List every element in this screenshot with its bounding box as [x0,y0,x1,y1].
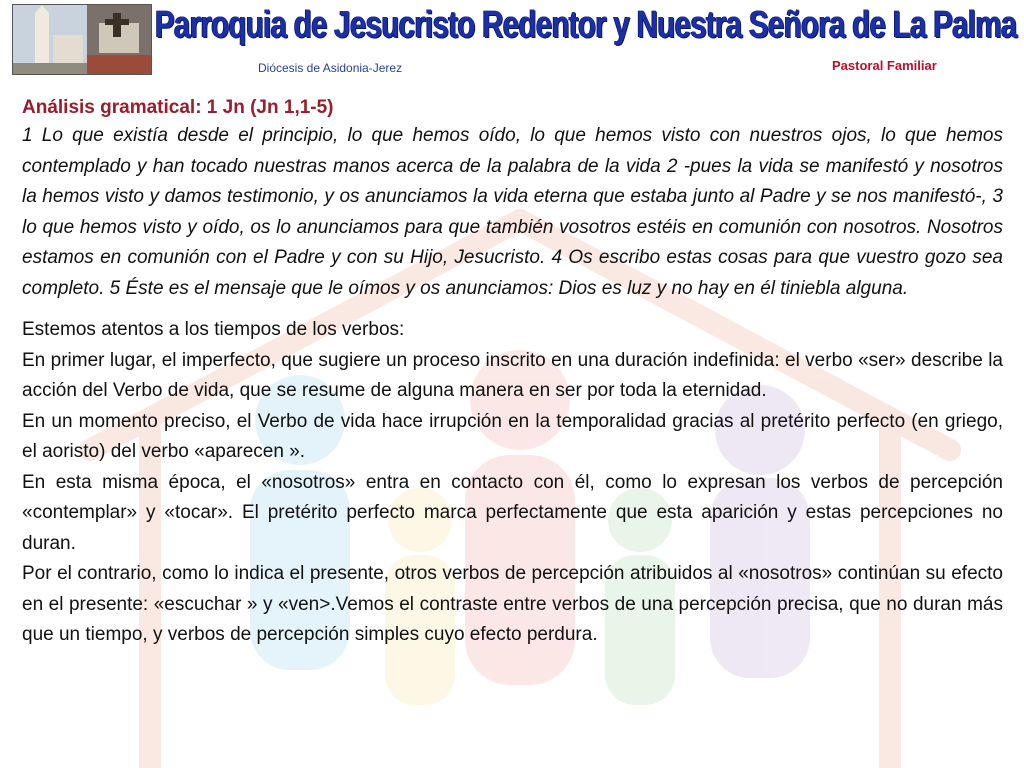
paragraph-imperfect: En primer lugar, el imperfecto, que sugiere un proceso inscrito en una duración indefinida: el verbo «ser» describe la acción del Verbo de vida, que se resume de alguna manera en ser por toda la eternidad. [22,349,1003,401]
diocese-label: Diócesis de Asidonia-Jerez [258,61,403,75]
main-content [22,94,1003,651]
paragraph-perfect: En un momento preciso, el Verbo de vida hace irrupción en la temporalidad gracias al pretérito perfecto (en griego, el aoristo) del verbo «aparecen ». [22,410,1003,462]
page-header [0,0,1024,80]
paragraph-intro: Estemos atentos a los tiempos de los verbos: [22,319,405,340]
page-heading: Análisis gramatical: 1 Jn (Jn 1,1-5) [22,97,334,118]
section-label: Pastoral Familiar [832,58,937,73]
parish-title: Parroquia de Jesucristo Redentor y Nuestra Señora de La Palma [155,4,1017,46]
church-photo [12,4,152,75]
paragraph-present: Por el contrario, como lo indica el presente, otros verbos de percepción atribuidos al «nosotros» continúan su efecto en el presente: «escuchar » y «ven>.Vemos el contraste entre verbos de una percepción precisa, que no duran más que un tiempo, y verbos de percepción simples cuyo efecto perdura. [22,563,1003,645]
paragraph-perception: En esta misma época, el «nosotros» entra en contacto con él, como lo expresan los verbos de percepción «contemplar» y «tocar». El pretérito perfecto marca perfectamente que esta aparición y estas percepciones no duran. [22,471,1003,554]
church-photo-drawing [13,5,151,74]
scripture-passage: 1 Lo que existía desde el principio, lo que hemos oído, lo que hemos visto con nuestros ojos, lo que hemos contemplado y han tocado nuestras manos acerca de la palabra de la vida 2 -pues la vida se manifestó y nosotros la hemos visto y damos testimonio, y os anunciamos la vida eterna que estaba junto al Padre y se nos manifestó-, 3 lo que hemos visto y oído, os lo anunciamos para que también vosotros estéis en comunión con nosotros. Nosotros estamos en comunión con el Padre y con su Hijo, Jesucristo. 4 Os escribo estas cosas para que vuestro gozo sea completo. 5 Éste es el mensaje que le oímos y os anunciamos: Dios es luz y no hay en él tiniebla alguna. [22,125,1003,299]
